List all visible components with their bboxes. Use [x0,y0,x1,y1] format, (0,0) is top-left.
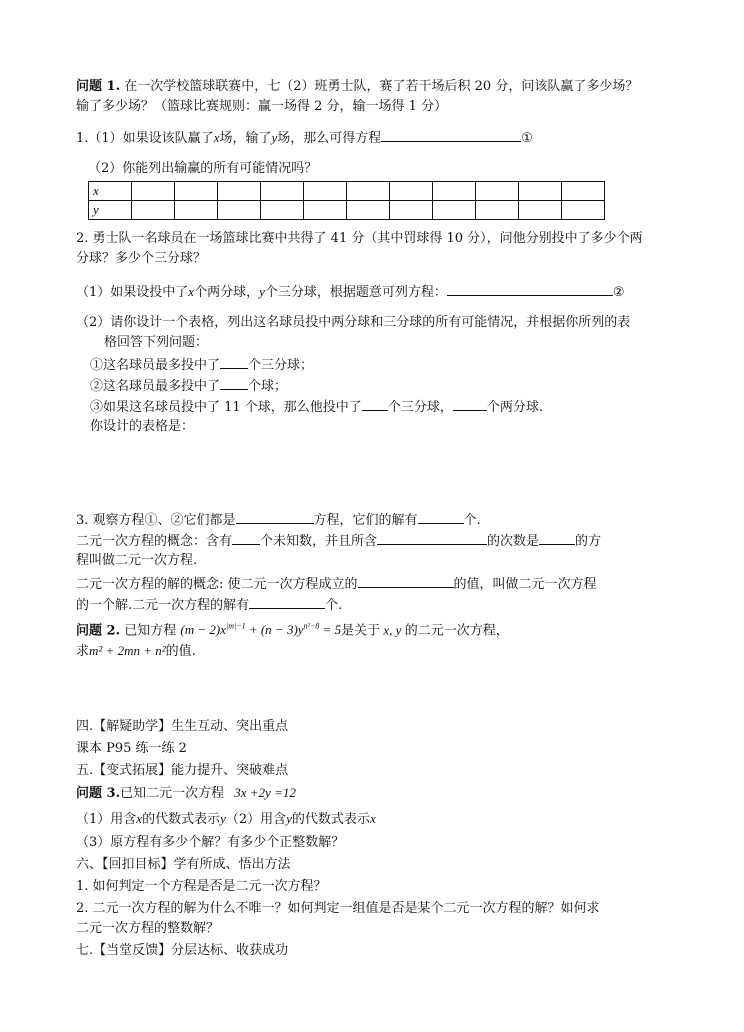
table-cell[interactable] [433,182,476,201]
table-cell[interactable] [562,182,605,201]
table-cell[interactable] [562,201,605,220]
table-cell[interactable] [390,201,433,220]
q3-solution-post: 的值，叫做二元一次方程 [453,577,597,592]
q2-line1: 2. 勇士队一名球员在一场篮球比赛中共得了 41 分（其中罚球得 10 分），问他分别投中了多少个两 [76,231,643,246]
q3-line1 [76,510,481,530]
equation-mark-2: ② [612,285,625,300]
table-cell[interactable] [261,201,304,220]
problem2-line2 [76,642,196,661]
table-header-cell: y [89,201,132,220]
q3-concept-post: 的方 [575,534,602,549]
var-x: x [188,284,195,299]
table-cell[interactable] [433,201,476,220]
problem2-post: 是关于 [341,623,381,639]
problem2-line1 [76,618,509,640]
q3-line1-mid: 方程，它们的解有 [313,513,418,528]
q3-concept-line2: 程叫做二元一次方程. [76,553,198,568]
problem2-ask-pre: 求 [76,644,90,659]
q1-sub2: （2）你能列出输赢的所有可能情况吗？ [88,161,318,176]
table-cell[interactable] [304,182,347,201]
answer-blank[interactable] [377,531,487,545]
q1-sub1-mid1: 场，输了 [219,131,272,146]
problem1-line2: 输了多少场？（篮球比赛规则：赢一场得 2 分，输一场得 1 分） [76,99,448,114]
q2-item2 [90,376,287,396]
answer-blank[interactable] [236,510,314,524]
problem1-text-a: 在一次学校篮球联赛中，七（2）班勇士队，赛了若干场后积 20 分，问该队赢了多少场？ [124,79,639,94]
answer-blank[interactable] [362,397,388,411]
table-cell[interactable] [218,182,261,201]
table-cell[interactable] [304,201,347,220]
answer-blank[interactable] [232,531,260,545]
table-cell[interactable] [476,182,519,201]
q2-sub1 [76,282,625,302]
p3-sub2-mid: 的代数式表示 [291,812,370,827]
var-x: x [369,811,376,826]
problem3-text: 已知二元一次方程 [120,786,225,801]
equation-mark-1: ① [521,131,533,146]
q3-concept-mid1: 个未知数，并且所含 [260,534,378,549]
win-loss-table [88,181,605,220]
q3-concept [76,531,601,551]
q3-solution-concept [76,574,597,594]
q2-item2-pre: ②这名球员最多投中了 [90,379,221,394]
problem2-pre: 已知方程 [124,623,177,639]
problem2-expression: m² + 2mn + n² [89,643,166,658]
var-y: y [259,284,265,299]
section6-title: 六、【回扣目标】学有所成、悟出方法 [76,857,291,872]
q3-concept-mid2: 的次数是 [487,534,540,549]
section4-title: 四.【解疑助学】生生互动、突出重点 [76,719,289,734]
problem2-label: 问题 2. [76,623,121,639]
answer-blank[interactable] [447,282,613,296]
q2-sub1-mid2: 个三分球，根据题意可列方程： [264,285,447,300]
q1-sub1-pre: 1.（1）如果设该队赢了 [76,131,214,146]
q2-item3-post: 个两分球. [486,400,543,415]
problem2-vars: x, y [380,622,405,638]
q3-line1-pre: 3. 观察方程①、②它们都是 [76,513,236,528]
section5-title: 五.【变式拓展】能力提升、突破难点 [76,763,289,778]
problem2-post2: 的二元一次方程， [404,623,509,639]
table-cell[interactable] [132,182,175,201]
table-cell[interactable] [175,201,218,220]
table-cell[interactable] [218,201,261,220]
var-y: y [220,811,226,826]
answer-blank[interactable] [539,531,575,545]
q2-sub1-pre: （1）如果设投中了 [76,285,189,300]
table-cell[interactable] [261,182,304,201]
var-y: y [286,811,292,826]
q2-item1-post: 个三分球； [248,358,314,373]
q3-solution-line2 [76,595,342,615]
var-x: x [213,130,220,145]
p3-sub1-pre: （1）用含 [76,812,137,827]
problem3-line [76,784,296,803]
q3-concept-pre: 二元一次方程的概念：含有 [76,534,233,549]
table-row [89,201,605,220]
q2-sub2-line2: 格回答下列问题： [104,335,209,350]
q2-item3 [90,397,543,417]
answer-blank[interactable] [220,355,248,369]
table-cell[interactable] [132,201,175,220]
table-cell[interactable] [175,182,218,201]
var-x: x [136,811,143,826]
answer-blank[interactable] [249,595,325,609]
q2-item3-mid: 个三分球， [387,400,453,415]
table-cell[interactable] [476,201,519,220]
table-header-cell: x [89,182,132,201]
answer-blank[interactable] [358,574,454,588]
problem3-sub12 [76,810,376,829]
q2-item1-pre: ①这名球员最多投中了 [90,358,221,373]
section6-q2-line1: 2. 二元一次方程的解为什么不唯一？如何判定一组值是否是某个二元一次方程的解？如何求 [76,901,600,916]
q2-line2: 分球？多少个三分球？ [76,251,207,266]
problem1-line1 [76,78,638,96]
answer-blank[interactable] [220,376,248,390]
answer-blank[interactable] [418,510,464,524]
q3-solution-pre: 二元一次方程的解的概念: 使二元一次方程成立的 [76,577,358,592]
table-cell[interactable] [519,201,562,220]
q2-sub1-mid1: 个两分球， [194,285,260,300]
q2-item2-post: 个球； [248,379,288,394]
problem1-label: 问题 1. [76,79,121,94]
p3-sub1-mid: 的代数式表示 [142,812,221,827]
q2-design-label: 你设计的表格是： [90,419,195,434]
section7-title: 七.【当堂反馈】分层达标、收获成功 [76,943,289,958]
problem2-equation: $(m - 2)x^{|m|-1} + (n - 3)y^{n^2-8} = 5$ [180,622,342,638]
section4-body: 课本 P95 练一练 2 [76,741,187,756]
answer-blank[interactable] [381,128,521,142]
q1-sub1 [76,128,533,148]
section6-q2-line2: 二元一次方程的整数解？ [76,921,220,936]
q1-sub1-mid2: 场，那么可得方程 [277,131,382,146]
table-row [89,182,605,201]
problem2-ask-post: 的值. [165,644,196,659]
q2-item3-pre: ③如果这名球员投中了 11 个球，那么他投中了 [90,400,362,415]
var-y: y [271,130,278,145]
p3-sub2-pre: （2）用含 [225,812,287,827]
table-cell[interactable] [347,182,390,201]
q3-solution2-pre: 的一个解.二元一次方程的解有 [76,598,250,613]
answer-blank[interactable] [453,397,487,411]
q2-item1 [90,355,313,375]
problem3-equation: 3x +2y =12 [234,785,296,800]
problem3-label: 问题 3. [76,786,121,801]
table-cell[interactable] [347,201,390,220]
section6-q1: 1. 如何判定一个方程是否是二元一次方程？ [76,879,327,894]
q3-solution2-post: 个. [325,598,343,613]
q3-line1-post: 个. [463,513,481,528]
table-cell[interactable] [519,182,562,201]
problem3-sub3: （3）原方程有多少个解？有多少个正整数解？ [76,835,345,850]
q2-sub2-line1: （2）请你设计一个表格，列出这名球员投中两分球和三分球的所有可能情况，并根据你所列的表 [76,315,631,330]
table-cell[interactable] [390,182,433,201]
